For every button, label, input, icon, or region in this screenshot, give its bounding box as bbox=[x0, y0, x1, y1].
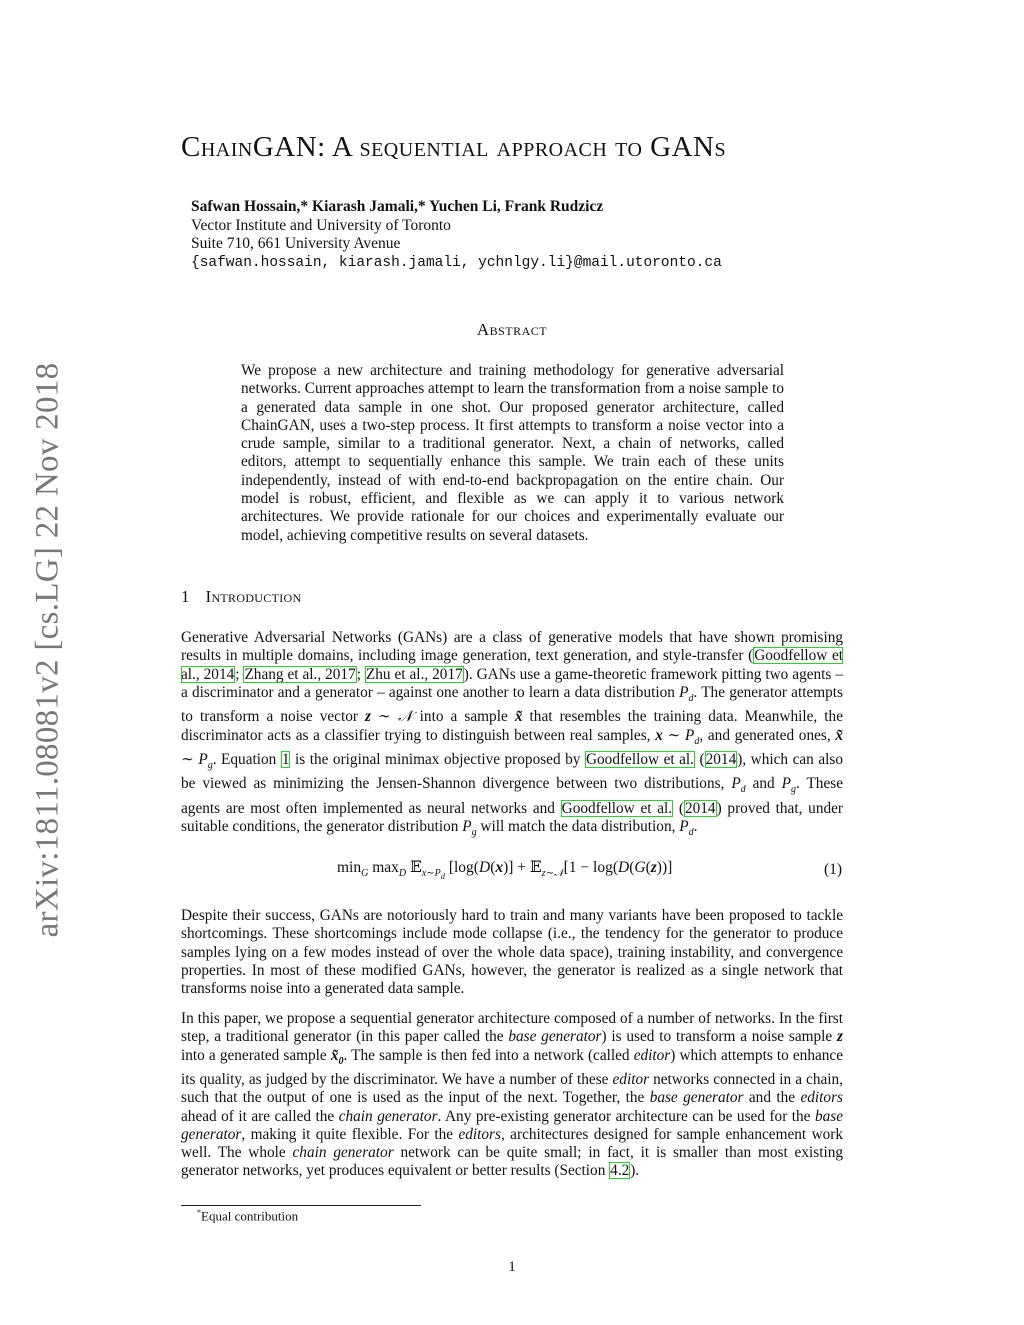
author-names: Safwan Hossain,* Kiarash Jamali,* Yuchen Li, Frank Rudzicz bbox=[191, 198, 604, 215]
page-number: 1 bbox=[508, 1259, 516, 1275]
arxiv-id: arXiv:1811.08081v2 [cs.LG] 22 Nov 2018 bbox=[29, 362, 66, 938]
arxiv-stamp bbox=[22, 350, 74, 950]
affiliation: Vector Institute and University of Toronto bbox=[191, 216, 451, 234]
equation-1: $\min_G \max_D$ 𝔼$_{x\sim P_d}$ [log(D(x)] + 𝔼$_{z\sim 𝒩}$[1 − log(D(G(z))] bbox=[337, 859, 673, 882]
intro-paragraph-1: Generative Adversarial Networks (GANs) are a class of generative models that have shown promising results in multiple domains, including image generation, text generation, and style-transfer (Goodfellow et al., 2014; Zhang et al., 2017; Zhu et al., 2017). GANs use a game-theoretic framework pitting two agents – a discriminator and a generator – against one another to learn a data distribution $P_d$. The generator attempts to transform a noise vector z ∼ 𝒩 into a sample x̃ that resembles the training data. Meanwhile, the discriminator acts as a classifier trying to distinguish between real samples, x ∼ $P_d$, and generated ones, x̃ ∼ $P_g$. Equation 1 is the original minimax objective proposed by Goodfellow et al. (2014), which can also be viewed as minimizing the Jensen-Shannon divergence between two distributions, $P_d$ and $P_g$. These agents are most often implemented as neural networks and Goodfellow et al. (2014) proved that, under suitable conditions, the generator distribution $P_g$ will match the data distribution, $P_d$. bbox=[181, 629, 844, 838]
equation-number: (1) bbox=[824, 861, 843, 878]
address: Suite 710, 661 University Avenue bbox=[191, 235, 401, 252]
section-title: Introduction bbox=[205, 587, 302, 606]
citation-link[interactable]: Zhu et al., 2017 bbox=[365, 665, 463, 683]
abstract-heading: Abstract bbox=[476, 320, 548, 339]
citation-link[interactable]: Goodfellow et al. bbox=[585, 750, 694, 768]
footnote-rule bbox=[181, 1205, 421, 1206]
equation-ref-link[interactable]: 1 bbox=[281, 750, 290, 768]
author-block bbox=[191, 198, 722, 272]
citation-year-link[interactable]: 2014 bbox=[684, 799, 716, 817]
citation-link[interactable]: Zhang et al., 2017 bbox=[244, 665, 356, 683]
intro-paragraph-3: In this paper, we propose a sequential generator architecture composed of a number of networks. In the first step, a traditional generator (in this paper called the base generator) is used to transform a noise sample z into a generated sample $x̃_0$. The sample is then fed into a network (called editor) which attempts to enhance its quality, as judged by the discriminator. We have a number of these editor networks connected in a chain, such that the output of one is used as the input of the next. Together, the base generator and the editors ahead of it are called the chain generator. Any pre-existing generator architecture can be used for the base generator, making it quite flexible. For the editors, architectures designed for sample enhancement work well. The whole chain generator network can be quite small; in fact, it is smaller than most existing generator networks, yet produces equivalent or better results (Section 4.2). bbox=[181, 1010, 844, 1180]
author-emails: {safwan.hossain, kiarash.jamali, ychnlgy.li}@mail.utoronto.ca bbox=[191, 254, 722, 271]
citation-link[interactable]: Goodfellow et al., 2014 bbox=[181, 647, 843, 683]
footnote: *Equal contribution bbox=[197, 1208, 299, 1224]
section-heading bbox=[181, 587, 301, 607]
section-ref-link[interactable]: 4.2 bbox=[610, 1162, 630, 1180]
intro-paragraph-2: Despite their success, GANs are notoriously hard to train and many variants have been proposed to tackle shortcomings. These shortcomings include mode collapse (i.e., the tendency for the generator to produce samples lying on a few modes instead of over the whole data space), training instability, and convergence properties. In most of these modified GANs, however, the generator is realized as a single network that transforms noise into a generated data sample. bbox=[181, 907, 843, 998]
citation-year-link[interactable]: 2014 bbox=[705, 750, 737, 768]
citation-link[interactable]: Goodfellow et al. bbox=[561, 799, 673, 817]
abstract-text: We propose a new architecture and training methodology for generative adversarial networks. Current approaches attempt to learn the transformation from a noise sample to a generated data sample in one shot. Our proposed generator architecture, called ChainGAN, uses a two-step process. It first attempts to transform a noise vector into a crude sample, similar to a traditional generator. Next, a chain of networks, called editors, attempt to sequentially enhance this sample. We train each of these units independently, instead of with end-to-end backpropagation on the entire chain. Our model is robust, efficient, and flexible as we can apply it to various network architectures. We provide rationale for our choices and experimentally evaluate our model, achieving competitive results on several datasets. bbox=[241, 362, 784, 544]
section-number: 1 bbox=[181, 587, 190, 606]
paper-title: ChainGAN: A sequential approach to GANs bbox=[181, 131, 727, 163]
